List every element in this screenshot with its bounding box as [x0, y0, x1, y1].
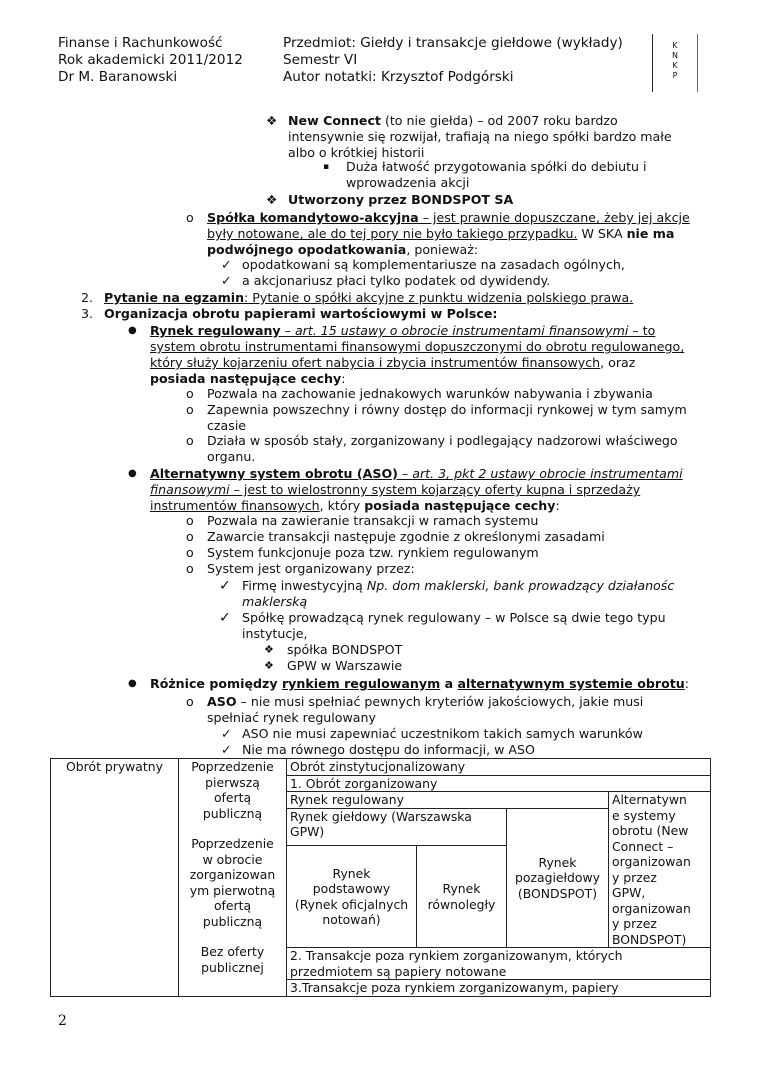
text-line: finansowymi – jest to wielostronny system kojarzący oferty kupna i sprzedaży: [150, 482, 641, 497]
text-line: ASO nie musi zapewniać uczestnikom takich samych warunków: [242, 726, 643, 741]
text-line: czasie: [207, 418, 247, 433]
square-bullet-icon: ▪: [323, 162, 330, 172]
trading-types-table: [50, 758, 711, 997]
text-line: spółka BONDSPOT: [287, 642, 403, 657]
page-number: 2: [58, 1013, 67, 1029]
row3-cell: 3.Transakcje poza rynkiem zorganizowanym, papiery: [287, 980, 711, 997]
circle-bullet-icon: o: [186, 433, 194, 448]
header-line: Dr M. Baranowski: [58, 69, 178, 85]
number-marker: 3.: [81, 306, 94, 321]
text-line: Duża łatwość przygotowania spółki do debiutu i: [346, 159, 647, 174]
header-line: Autor notatki: Krzysztof Podgórski: [283, 69, 514, 85]
bullet-icon: ●: [128, 468, 137, 479]
text-line: Rynek regulowany – art. 15 ustawy o obrocie instrumentami finansowymi – to: [150, 323, 656, 338]
check-icon: ✓: [221, 257, 232, 272]
text-line: System funkcjonuje poza tzw. rynkiem regulowanym: [207, 545, 539, 560]
text-line: posiada następujące cechy:: [150, 371, 346, 386]
organized-cell: 1. Obrót zorganizowany: [287, 775, 711, 792]
text-line: maklerską: [242, 594, 308, 609]
diamond-bullet-icon: ❖: [266, 192, 278, 207]
text-line: podwójnego opodatkowania, ponieważ:: [207, 242, 479, 257]
diamond-bullet-icon: ❖: [264, 659, 274, 672]
text-line: Organizacja obrotu papierami wartościowymi w Polsce:: [104, 306, 498, 321]
circle-bullet-icon: o: [186, 529, 194, 544]
circle-bullet-icon: o: [186, 210, 194, 225]
text-line: Nie ma równego dostępu do informacji, w ASO: [242, 742, 535, 757]
text-line: system obrotu instrumentami finansowymi dopuszczonymi do obrotu regulowanego,: [150, 339, 685, 354]
text-line: instrumentów finansowych, który posiada następujące cechy:: [150, 498, 560, 513]
logo-letter: P: [672, 71, 678, 80]
exchange-cell: Rynek giełdowy (Warszawska GPW): [287, 808, 507, 846]
number-marker: 2.: [81, 290, 94, 305]
circle-bullet-icon: o: [186, 694, 194, 709]
logo-letter: N: [672, 51, 678, 60]
text-line: spełniać rynek regulowany: [207, 710, 376, 725]
header-mid: [283, 35, 623, 86]
text-line: Pytanie na egzamin: Pytanie o spółki akcyjne z punktu widzenia polskiego prawa.: [104, 290, 634, 305]
row2-cell: 2. Transakcje poza rynkiem zorganizowanym, których przedmiotem są papiery notowane: [287, 948, 711, 980]
knkp-logo: [652, 34, 698, 92]
precede-cell: Poprzedzenie pierwszą ofertą publiczną Poprzedzenie w obrocie zorganizowan ym pierwotną ofertą publiczną Bez oferty publicznej: [179, 759, 287, 997]
aso-cell: Alternatywn e systemy obrotu (New Connect – organizowan y przez GPW, organizowan y przez BONDSPOT): [609, 792, 711, 948]
text-line: Działa w sposób stały, zorganizowany i podlegający nadzorowi właściwego: [207, 433, 678, 448]
logo-letter: K: [672, 61, 678, 70]
text-line: były notowane, ale do tej pory nie było takiego przypadku. W SKA nie ma: [207, 226, 675, 241]
check-icon: ✓: [219, 610, 231, 626]
diamond-bullet-icon: ❖: [264, 643, 274, 656]
parallel-market-cell: Rynek równoległy: [417, 846, 507, 948]
logo-letter: K: [672, 41, 678, 50]
header-left: [58, 35, 243, 86]
circle-bullet-icon: o: [186, 545, 194, 560]
text-line: Różnice pomiędzy rynkiem regulowanym a alternatywnym systemie obrotu:: [150, 676, 689, 691]
circle-bullet-icon: o: [186, 513, 194, 528]
basic-market-cell: Rynek podstawowy (Rynek oficjalnych notowań): [287, 846, 417, 948]
header-line: Semestr VI: [283, 52, 358, 68]
text-line: ASO – nie musi spełniać pewnych kryteriów jakościowych, jakie musi: [207, 694, 644, 709]
check-icon: ✓: [219, 578, 231, 594]
header-line: Przedmiot: Giełdy i transakcje giełdowe (wykłady): [283, 35, 623, 51]
text-line: Zawarcie transakcji następuje zgodnie z określonymi zasadami: [207, 529, 605, 544]
text-line: Pozwala na zawieranie transakcji w ramach systemu: [207, 513, 539, 528]
text-line: GPW w Warszawie: [287, 658, 403, 673]
text-line: Zapewnia powszechny i równy dostęp do informacji rynkowej w tym samym: [207, 402, 687, 417]
circle-bullet-icon: o: [186, 386, 194, 401]
text-line: intensywnie się rozwijał, trafiają na niego spółki bardzo małe: [288, 129, 672, 144]
check-icon: ✓: [221, 742, 232, 757]
text-line: który służy kojarzeniu ofert nabycia i zbycia instrumentów finansowych, oraz: [150, 355, 636, 370]
circle-bullet-icon: o: [186, 402, 194, 417]
text-line: a akcjonariusz płaci tylko podatek od dywidendy.: [242, 273, 551, 288]
text-line: Utworzony przez BONDSPOT SA: [288, 192, 514, 207]
text-line: Pozwala na zachowanie jednakowych warunków nabywania i zbywania: [207, 386, 653, 401]
text-line: New Connect (to nie giełda) – od 2007 roku bardzo: [288, 113, 618, 128]
otc-cell: Rynek pozagiełdowy (BONDSPOT): [507, 808, 609, 948]
text-line: wprowadzenia akcji: [346, 175, 470, 190]
header-line: Finanse i Rachunkowość: [58, 35, 223, 51]
text-line: Spółka komandytowo-akcyjna – jest prawnie dopuszczane, żeby jej akcje: [207, 210, 690, 225]
text-line: instytucje,: [242, 626, 308, 641]
text-line: organu.: [207, 449, 256, 464]
private-trading-cell: Obrót prywatny: [51, 759, 179, 997]
header-line: Rok akademicki 2011/2012: [58, 52, 243, 68]
text-line: albo o krótkiej historii: [288, 145, 425, 160]
regulated-cell: Rynek regulowany: [287, 792, 609, 809]
check-icon: ✓: [221, 726, 232, 741]
diamond-bullet-icon: ❖: [266, 113, 278, 128]
text-line: Firmę inwestycyjną Np. dom maklerski, bank prowadzący działanośc: [242, 578, 675, 593]
bullet-icon: ●: [128, 678, 137, 689]
text-line: Spółkę prowadzącą rynek regulowany – w Polsce są dwie tego typu: [242, 610, 666, 625]
text-line: Alternatywny system obrotu (ASO) – art. 3, pkt 2 ustawy obrocie instrumentami: [150, 466, 683, 481]
text-line: System jest organizowany przez:: [207, 561, 415, 576]
bullet-icon: ●: [128, 325, 137, 336]
institutional-cell: Obrót zinstytucjonalizowany: [287, 759, 711, 776]
text-line: opodatkowani są komplementariusze na zasadach ogólnych,: [242, 257, 625, 272]
check-icon: ✓: [221, 273, 232, 288]
circle-bullet-icon: o: [186, 561, 194, 576]
